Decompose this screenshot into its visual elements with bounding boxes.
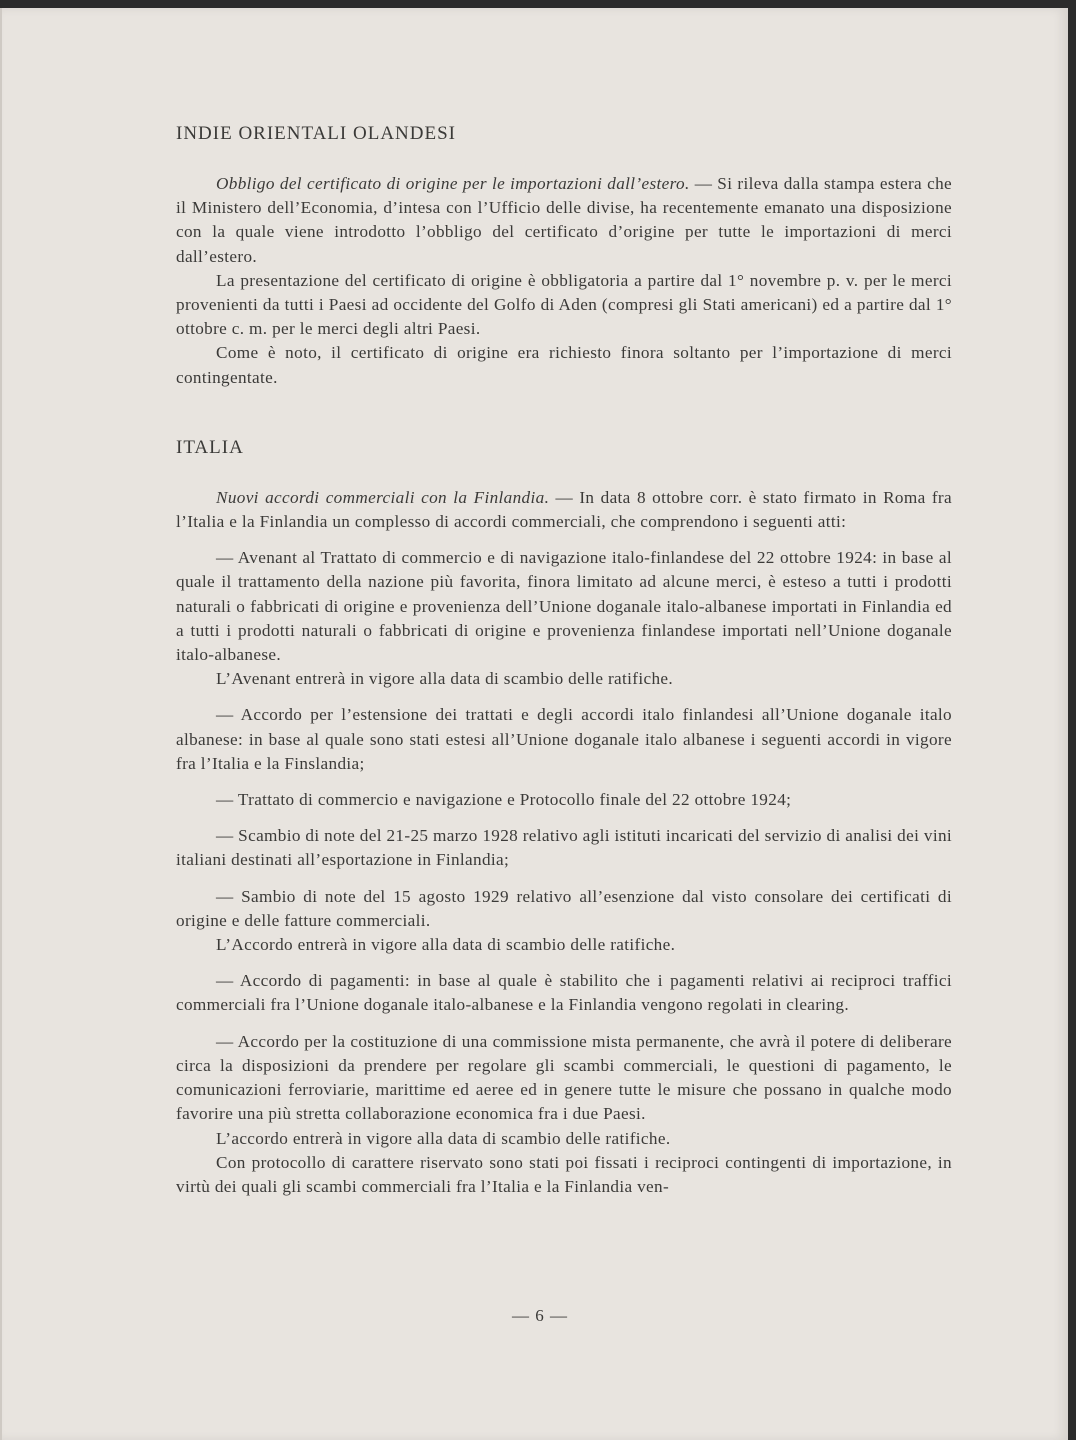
page-number: — 6 — bbox=[512, 1306, 568, 1325]
paragraph-lead: Obbligo del certificato di origine per le importazioni dall’estero. bbox=[216, 174, 690, 193]
paragraph: — Avenant al Trattato di commercio e di navigazione italo-finlandese del 22 ottobre 1924: in base al quale il trattamento della nazione più favorita, finora limitato ad alcune merci, è esteso a tutti i prodotti naturali o fabbricati di origine e provenienza dell’Unione doganale italo-albanese importati in Finlandia ed a tutti i prodotti naturali o fabbricati di origine e provenienza finlandese importati nell’Unione doganale italo-albanese. bbox=[176, 548, 952, 665]
paragraph: L’accordo entrerà in vigore alla data di scambio delle ratifiche. bbox=[216, 1128, 671, 1148]
paragraph: La presentazione del certificato di origine è obbligatoria a partire dal 1° novembre p. v. per le merci provenienti da tutti i Paesi ad occidente del Golfo di Aden (compresi gli Stati americani) ed a partire dal 1° ottobre c. m. per le merci degli altri Paesi. bbox=[176, 270, 952, 339]
paragraph bbox=[176, 172, 952, 269]
paragraph: L’Accordo entrerà in vigore alla data di scambio delle ratifiche. bbox=[216, 935, 676, 955]
section-title-indie-orientali: INDIE ORIENTALI OLANDESI bbox=[176, 123, 456, 144]
paragraph: — Scambio di note del 21-25 marzo 1928 relativo agli istituti incaricati del servizio di analisi dei vini italiani destinati all’esportazione in Finlandia; bbox=[176, 826, 953, 870]
paragraph bbox=[176, 486, 952, 534]
paragraph: L’Avenant entrerà in vigore alla data di scambio delle ratifiche. bbox=[216, 669, 674, 689]
page-content bbox=[176, 120, 952, 1199]
paragraph: — Accordo per l’estensione dei trattati e degli accordi italo finlandesi all’Unione doganale italo albanese: in base al quale sono stati estesi all’Unione doganale italo albanese i seguenti accordi in vigore fra l’Italia e la Finslandia; bbox=[176, 705, 952, 773]
paragraph: — Trattato di commercio e navigazione e Protocollo finale del 22 ottobre 1924; bbox=[216, 790, 792, 810]
section-title-italia: ITALIA bbox=[176, 436, 244, 458]
paragraph: — Accordo per la costituzione di una commissione mista permanente, che avrà il potere di deliberare circa la disposizioni da prendere per regolare gli scambi commerciali, le questioni di pagamento, le comunicazioni ferroviarie, marittime ed aeree ed in genere tutte le misure che possano in qualche modo favorire una più stretta collaborazione economica fra i due Paesi. bbox=[176, 1031, 952, 1124]
paragraph: Con protocollo di carattere riservato sono stati poi fissati i reciproci contingenti di importazione, in virtù dei quali gli scambi commerciali fra l’Italia e la Finlandia ven- bbox=[176, 1152, 952, 1196]
paragraph-text: — In data 8 ottobre corr. è stato firmato in Roma fra l’Italia e la Finlandia un complesso di accordi commerciali, che comprendono i seguenti atti: bbox=[176, 487, 952, 532]
document-page bbox=[0, 8, 1068, 1440]
paragraph: Come è noto, il certificato di origine era richiesto finora soltanto per l’importazione di merci contingentate. bbox=[176, 343, 952, 387]
paragraph-lead: Nuovi accordi commerciali con la Finlandia. bbox=[216, 487, 550, 507]
paragraph: — Accordo di pagamenti: in base al quale è stabilito che i pagamenti relativi ai reciproci traffici commerciali fra l’Unione doganale italo-albanese e la Finlandia vengono regolati in clearing. bbox=[176, 971, 952, 1015]
paragraph-text: — Si rileva dalla stampa estera che il Ministero dell’Economia, d’intesa con l’Ufficio delle divise, ha recentemente emanato una disposizione con la quale viene introdotto l’obbligo del certificato d’origine per tutte le importazioni di merci dall’estero. bbox=[176, 174, 952, 266]
paragraph: — Sambio di note del 15 agosto 1929 relativo all’esenzione dal visto consolare dei certificati di origine e delle fatture commerciali. bbox=[176, 886, 952, 930]
